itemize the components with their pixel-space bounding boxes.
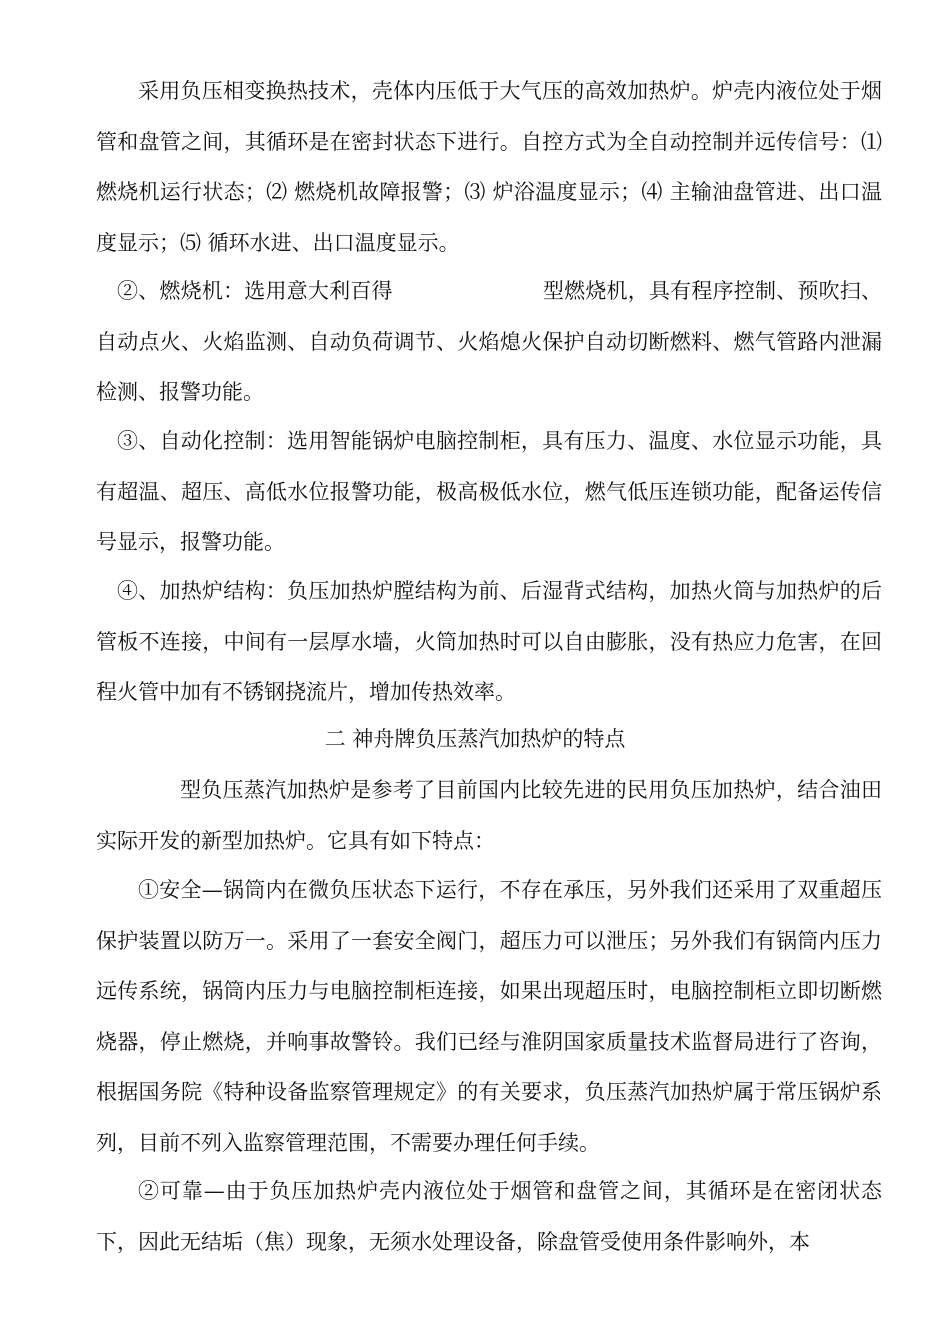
- paragraph-burner: [96, 266, 882, 418]
- paragraph-features-intro: 型负压蒸汽加热炉是参考了目前国内比较先进的民用负压加热炉，结合油田实际开发的新型加热炉。它具有如下特点：: [96, 778, 882, 853]
- paragraph-furnace-structure: ④、加热炉结构：负压加热炉膛结构为前、后湿背式结构，加热火筒与加热炉的后管板不连接，中间有一层厚水墙，火筒加热时可以自由膨胀，没有热应力危害，在回程火管中加有不锈钢挠流片，增加传热效率。: [96, 579, 882, 704]
- burner-text-rest: 型燃烧机，具有程序控制、预吹扫、自动点火、火焰监测、自动负荷调节、火焰熄火保护自动切断燃料、燃气管路内泄漏检测、报警功能。: [96, 279, 883, 404]
- paragraph-safety: ①安全—锅筒内在微负压状态下运行，不存在承压，另外我们还采用了双重超压保护装置以防万一。采用了一套安全阀门，超压力可以泄压；另外我们有锅筒内压力远传系统，锅筒内压力与电脑控制柜连接，如果出现超压时，电脑控制柜立即切断燃烧器，停止燃烧，并响事故警铃。我们已经与淮阴国家质量技术监督局进行了咨询，根据国务院《特种设备监察管理规定》的有关要求，负压蒸汽加热炉属于常压锅炉系列，目前不列入监察管理范围，不需要办理任何手续。: [96, 878, 882, 1155]
- section-heading: 二 神舟牌负压蒸汽加热炉的特点: [324, 727, 626, 751]
- burner-text-start: ②、燃烧机：选用意大利百得: [117, 279, 393, 303]
- paragraph-automation-control: ③、自动化控制：选用智能锅炉电脑控制柜，具有压力、温度、水位显示功能，具有超温、超压、高低水位报警功能，极高极低水位，燃气低压连锁功能，配备运传信号显示，报警功能。: [96, 429, 882, 554]
- paragraph-heat-exchange: 采用负压相变换热技术，壳体内压低于大气压的高效加热炉。炉壳内液位处于烟管和盘管之间，其循环是在密封状态下进行。自控方式为全自动控制并远传信号：⑴ 燃烧机运行状态；⑵ 燃烧机故障报警；⑶ 炉浴温度显示；⑷ 主输油盘管进、出口温度显示；⑸ 循环水进、出口温度显示。: [96, 79, 882, 255]
- paragraph-reliability: ②可靠—由于负压加热炉壳内液位处于烟管和盘管之间，其循环是在密闭状态下，因此无结垢（焦）现象，无须水处理设备，除盘管受使用条件影响外，本: [96, 1179, 882, 1254]
